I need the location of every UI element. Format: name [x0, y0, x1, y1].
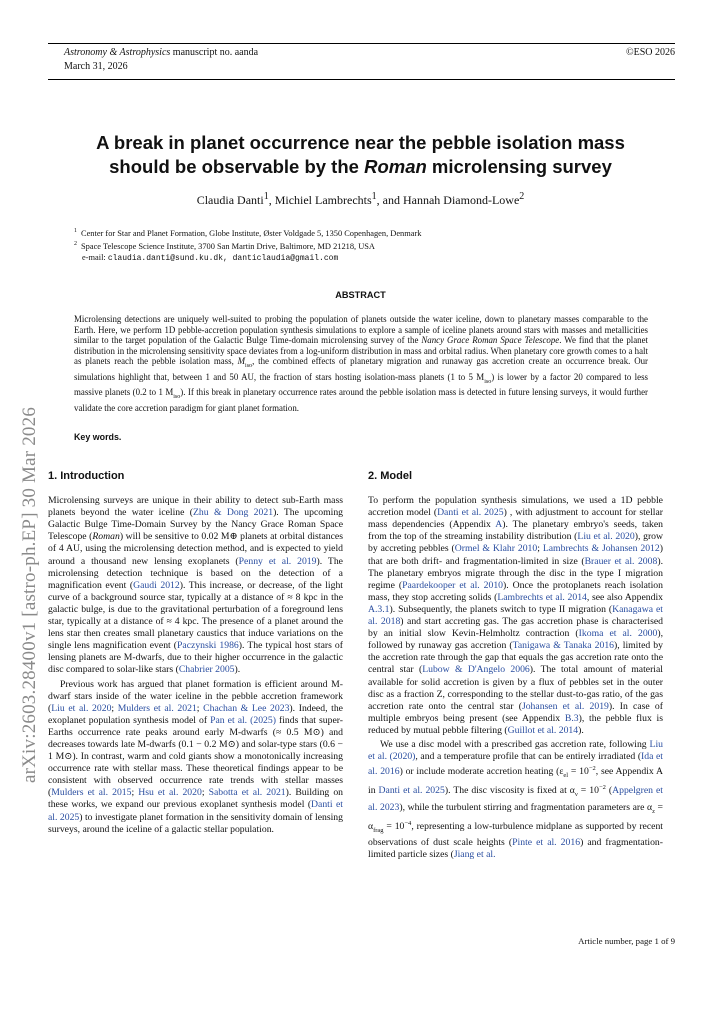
model-paragraph-1 — [368, 495, 663, 737]
model-heading: 2. Model — [368, 470, 413, 482]
abstract-text-4: ) is lower by a factor 20 compared to less massive planets (0.2 to 1 M — [74, 371, 648, 398]
model-p1-text: ). — [578, 724, 584, 736]
model-p2-text: ), while the turbulent stirring and fragmentation parameters are α — [399, 801, 653, 813]
citation-link[interactable]: Pinte et al. 2016 — [512, 836, 581, 848]
citation-link[interactable]: Paardekooper et al. 2010 — [402, 579, 504, 591]
citation-link[interactable]: Brauer et al. 2008 — [584, 555, 658, 567]
email-address[interactable]: claudia.danti@sund.ku.dk, danticlaudia@gmail.com — [107, 253, 339, 263]
separator: ; — [201, 787, 209, 799]
citation-link[interactable]: Lambrechts & Johansen 2012 — [542, 543, 660, 555]
intro-p1-text: ). This increase, or decrease, of the light curve of a background source star, typically at a distance of ≈ 8 kpc in the galactic bulge, is due to the gravitational perturbation of a foreground lens star, typically at a distance of ≈ 4 kpc. The presence of a planet around the lens star then creates small planetary caustics that induce variations on the single lens magnification event ( — [48, 579, 343, 652]
arxiv-stamp — [20, 265, 40, 925]
intro-p1-text: ). The upcoming Galactic Bulge Time-Domain Survey by the Nancy Grace Roman Space Telescope ( — [48, 507, 344, 543]
title-line-1: A break in planet occurrence near the pebble isolation mass — [96, 132, 625, 153]
citation-link[interactable]: Ikoma et al. 2000 — [578, 628, 658, 640]
citation-link[interactable]: Guillot et al. 2014 — [507, 724, 579, 736]
model-p1-text: ). The total amount of material available for solid accretion is given by a flux of pebbles set in the outer disc as a fraction Z, corresponding to the stellar dust-to-gas ratio, of the gas accretion rate onto the central star ( — [368, 664, 663, 712]
miso-subscript-3: iso — [173, 393, 181, 400]
subscript: ν — [574, 791, 578, 799]
author-2-affil: 1 — [371, 191, 377, 202]
miso-subscript-2: iso — [484, 378, 492, 385]
model-p1-text: ), grow by accreting pebbles ( — [368, 531, 664, 555]
model-p2-text: = 10 — [568, 766, 589, 778]
abstract-text-5: ). If this break in planetary occurrence rates around the pebble isolation mass is detected in future lensing surveys, it would further validate the core accretion paradigm for giant planet formation. — [74, 387, 649, 413]
appendix-link[interactable]: B.3 — [564, 712, 579, 724]
separator: ; — [537, 543, 543, 555]
model-p1-text: To perform the population synthesis simulations, we used a 1D pebble accretion model ( — [368, 495, 663, 519]
subscript: frag — [373, 826, 384, 834]
citation-link[interactable]: Danti et al. 2025 — [437, 507, 504, 519]
model-p2-text: ) and fragmentation-limited particle sizes ( — [368, 836, 663, 861]
citation-link[interactable]: Chabrier 2005 — [178, 664, 235, 676]
manuscript-label: manuscript no. aanda — [172, 47, 259, 58]
citation-link[interactable]: Mulders et al. 2021 — [117, 702, 197, 714]
citation-link[interactable]: Danti et al. 2025 — [48, 799, 343, 823]
appendix-link[interactable]: A — [495, 519, 503, 531]
citation-link[interactable]: Gaudi 2012 — [133, 579, 180, 591]
journal-header — [48, 43, 675, 80]
model-p2-text: ( — [605, 785, 613, 797]
model-p1-text: ). The planetary embryo's seeds, taken from the top of the streaming instability distribution ( — [368, 519, 663, 543]
intro-p2-text: ). Indeed, the exoplanet population synthesis model of — [48, 702, 343, 726]
subscript: el — [563, 772, 569, 780]
intro-p2-text: ) to investigate planet formation in the sensitivity domain of lensing surveys, around the iceline of a galactic stellar population. — [48, 811, 343, 835]
citation-link[interactable]: Appelgren et al. 2023 — [368, 785, 663, 813]
model-p1-text: , see also Appendix — [586, 591, 663, 603]
model-p1-text: ), the pebble flux is reduced by mutual pebble filtering ( — [368, 712, 663, 736]
page-footer: Article number, page 1 of 9 — [578, 936, 675, 946]
model-p2-text: = α — [368, 801, 663, 832]
model-p2-text: , and a temperature profile that can be entirely irradiated ( — [415, 751, 642, 763]
citation-link[interactable]: Penny et al. 2019 — [238, 555, 317, 567]
citation-link[interactable]: Zhu & Dong 2021 — [193, 507, 274, 519]
citation-link[interactable]: Hsu et al. 2020 — [138, 787, 202, 799]
intro-p2-text: ). Building on these works, we expand our previous exoplanet synthesis model ( — [48, 787, 344, 811]
model-p1-text: ) and start accreting gas. The gas accretion phase is characterised by an initial slow Kevin-Helmholtz contraction ( — [368, 616, 663, 640]
affiliation-1-number: 1 — [74, 228, 77, 234]
citation-link[interactable]: Lubow & D'Angelo 2006 — [422, 664, 530, 676]
affiliation-2 — [74, 239, 421, 252]
intro-p1-text: ). The microlensing detection technique is based on the detection of a magnification event ( — [48, 555, 343, 591]
model-p1-text: ), limited by the accretion rate through the gap that equals the gas accretion rate onto the central star ( — [368, 640, 663, 676]
model-p1-text: ). In case of multiple embryos being present (see Appendix — [368, 700, 663, 724]
author-1: Claudia Danti — [196, 193, 264, 207]
intro-paragraph-2 — [48, 679, 343, 836]
affiliation-1 — [74, 226, 421, 239]
separator: ; — [196, 702, 204, 714]
model-p2-text: = 10 — [383, 820, 405, 832]
citation-link[interactable]: Chachan & Lee 2023 — [203, 702, 290, 714]
model-p2-text: , representing a low-turbulence midplane as supported by recent observations of dust scale heights ( — [368, 820, 663, 848]
introduction-section — [48, 470, 343, 836]
abstract-telescope-name: Nancy Grace Roman Space Telescope — [421, 335, 560, 346]
intro-p2-text: Previous work has argued that planet formation is efficient around M-dwarf stars inside of the water iceline in the pebble accretion framework ( — [48, 678, 343, 714]
citation-link[interactable]: Liu et al. 2020 — [51, 702, 112, 714]
model-p1-text: ) , with adjustment to account for stellar mass dependencies (Appendix — [368, 507, 663, 531]
affiliation-1-text: Center for Star and Planet Formation, Globe Institute, Øster Voldgade 5, 1350 Copenhagen, Denmark — [81, 228, 422, 238]
author-2: , Michiel Lambrechts — [268, 193, 372, 207]
affiliation-2-number: 2 — [74, 241, 77, 248]
citation-link[interactable]: Liu et al. 2020 — [577, 531, 635, 543]
appendix-link[interactable]: A.3.1 — [368, 603, 390, 615]
citation-link[interactable]: Jiang et al. — [453, 849, 496, 861]
model-section — [368, 470, 663, 861]
intro-p1-text: ) will be sensitive to 0.02 M⊕ planets at orbital distances of 4 AU, using the microlensing detection method, and is expected to yield around a thousand new lensing exoplanets ( — [48, 531, 343, 567]
model-p2-text: ) or include moderate accretion heating (ε — [399, 766, 564, 778]
abstract-text-1: Microlensing detections are uniquely well-suited to probing the population of planets outside the water iceline, down to planetary masses comparable to the Earth. Here, we perform 1D pebble-accretion population synthesis simulations to explore a sample of iceline planets around stars with masses and metallicities similar to the target population of the Galactic Bulge Time-domain microlensing survey of the — [74, 314, 648, 346]
email-line — [74, 253, 421, 265]
superscript: −2 — [588, 765, 596, 773]
subscript: z — [652, 807, 655, 815]
separator: ; — [131, 787, 139, 799]
intro-paragraph-1 — [48, 495, 343, 676]
title-line-2b: microlensing survey — [426, 156, 612, 177]
keywords-label: Key words. — [74, 432, 122, 442]
model-p2-text: , see Appendix A in — [368, 766, 664, 797]
superscript: −4 — [404, 819, 412, 827]
miso-symbol: M — [237, 356, 246, 367]
author-list — [60, 191, 661, 208]
copyright: ©ESO 2026 — [626, 47, 675, 58]
model-p2-text: ). The disc viscosity is fixed at α — [444, 785, 575, 797]
intro-p2-text: finds that super-Earths occurrence rate peaks around early M-dwarfs (≈ 0.5 M⊙) and decreases towards late M-dwarfs (0.1 − 0.2 M⊙) and solar-type stars (0.6 − 1 M⊙). In contrast, warm and cold giants show a monotonically increasing occurrence rate with stellar mass. These theoretical findings appear to be consistent with observed occurrence rate trends with stellar masses ( — [48, 714, 343, 799]
intro-p1-text: ). — [234, 664, 241, 676]
manuscript-date: March 31, 2026 — [64, 61, 128, 72]
intro-roman: Roman — [92, 531, 120, 543]
author-3-affil: 2 — [519, 191, 525, 202]
author-1-affil: 1 — [263, 191, 269, 202]
citation-link[interactable]: Ida et al. 2016 — [368, 751, 663, 778]
title-line-2a: should be observable by the — [109, 156, 365, 177]
intro-p1-text: ). The typical host stars of lensing planets are M-dwarfs, due to their higher occurrence in the galactic disc compared to solar-like stars ( — [48, 640, 344, 676]
abstract-text-2: . We find that the planet distribution in the microlensing sensitivity space deviates from a log-uniform distribution in mass and orbital radius. When planetary core growth comes to a halt as planets reach the pebble isolation mass, — [74, 335, 649, 367]
citation-link[interactable]: Liu et al. (2020) — [368, 738, 663, 763]
citation-link[interactable]: Sabotta et al. 2021 — [208, 787, 286, 799]
email-label: e-mail: — [82, 252, 108, 262]
paper-title — [60, 131, 661, 179]
author-3: , and Hannah Diamond-Lowe — [376, 193, 520, 207]
citation-link[interactable]: Kanagawa et al. 2018 — [368, 603, 663, 628]
citation-link[interactable]: Tanigawa & Tanaka 2016 — [512, 640, 615, 652]
model-p1-text: ), followed by runaway gas accretion ( — [368, 628, 664, 652]
citation-link[interactable]: Mulders et al. 2015 — [51, 787, 132, 799]
citation-link[interactable]: Pan et al. (2025) — [210, 714, 276, 726]
citation-link[interactable]: Ormel & Klahr 2010 — [454, 543, 538, 555]
citation-link[interactable]: Danti et al. 2025 — [378, 785, 445, 797]
model-p1-text: ). Once the protoplanets reach isolation mass, they stop accreting solids ( — [368, 579, 663, 603]
model-p1-text: ) that are both drift- and fragmentation-limited in size ( — [368, 543, 663, 567]
superscript: −2 — [598, 784, 606, 792]
affiliation-2-text: Space Telescope Science Institute, 3700 San Martin Drive, Baltimore, MD 21218, USA — [81, 242, 375, 252]
citation-link[interactable]: Lambrechts et al. 2014 — [497, 591, 587, 603]
model-p2-text: = 10 — [577, 785, 599, 797]
journal-name: Astronomy & Astrophysics — [64, 47, 171, 58]
model-paragraph-2 — [368, 739, 663, 861]
arxiv-stamp-text: arXiv:2603.28400v1 [astro-ph.EP] 30 Mar 2026 — [19, 406, 40, 784]
intro-p1-text: Microlensing surveys are unique in their ability to detect sub-Earth mass planets beyond the water iceline ( — [48, 495, 343, 519]
citation-link[interactable]: Paczynski 1986 — [177, 640, 239, 652]
citation-link[interactable]: Johansen et al. 2019 — [521, 700, 609, 712]
journal-line — [64, 47, 258, 58]
model-p1-text: ). Subsequently, the planets switch to type II migration ( — [389, 603, 613, 615]
affiliations — [74, 226, 421, 264]
miso-subscript: iso — [245, 363, 253, 370]
introduction-heading: 1. Introduction — [48, 470, 125, 482]
abstract-body — [74, 314, 648, 413]
abstract-text-3: , the combined effects of planetary migration and runaway gas accretion create an occurrence break. Our simulations highlight that, between 1 and 50 AU, the fraction of stars hosting isolation-mass planets (1 to 5 M — [74, 356, 648, 382]
abstract-heading: ABSTRACT — [335, 290, 386, 300]
separator: ; — [111, 702, 118, 714]
title-roman: Roman — [364, 156, 427, 177]
model-p2-text: We use a disc model with a prescribed gas accretion rate, following — [380, 738, 650, 750]
model-p1-text: ). The planetary embryos migrate through the disc in the type I migration regime ( — [368, 555, 663, 591]
